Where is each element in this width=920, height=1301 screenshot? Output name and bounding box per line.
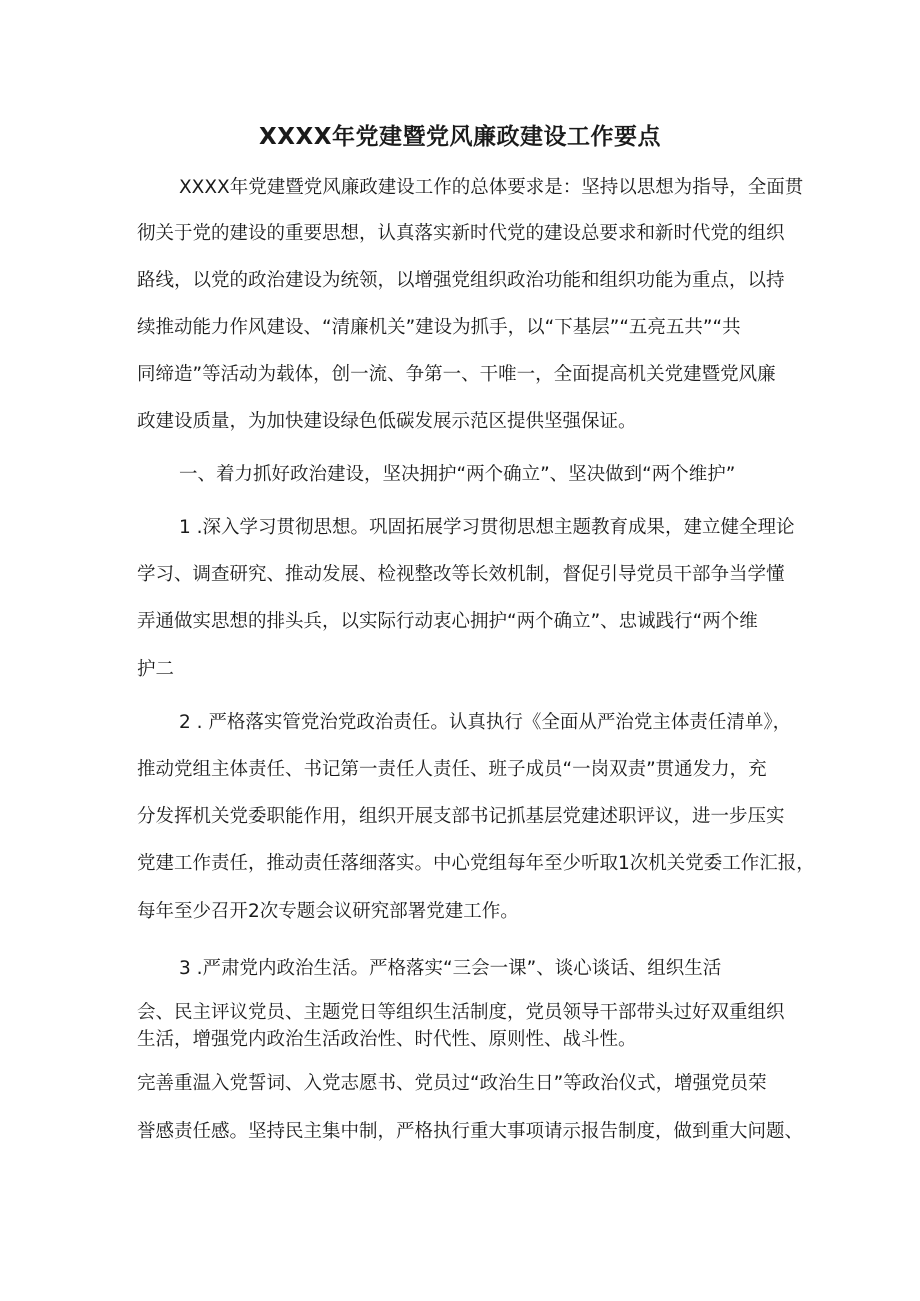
item-2-line: 每年至少召开2次专题会议研究部署党建工作。 xyxy=(137,901,519,922)
body-line: 誉感责任感。坚持民主集中制，严格执行重大事项请示报告制度，做到重大问题、 xyxy=(137,1121,804,1142)
item-2-line: 2 . 严格落实管党治党政治责任。认真执行《全面从严治党主体责任清单》， xyxy=(179,712,792,733)
body-line: 完善重温入党誓词、入党志愿书、党员过“政治生日”等政治仪式，增强党员荣 xyxy=(137,1073,767,1094)
item-3-line: 会、民主评议党员、主题党日等组织生活制度，党员领导干部带头过好双重组织 xyxy=(137,1002,785,1023)
body-line: 路线，以党的政治建设为统领，以增强党组织政治功能和组织功能为重点，以持 xyxy=(137,270,785,291)
item-1-line: 1 .深入学习贯彻思想。巩固拓展学习贯彻思想主题教育成果，建立健全理论 xyxy=(179,517,795,538)
item-1-line: 护二 xyxy=(137,659,175,680)
section-heading: 一、着力抓好政治建设，坚决拥护“两个确立”、坚决做到“两个维护” xyxy=(179,464,736,485)
item-2-line: 推动党组主体责任、书记第一责任人责任、班子成员“一岗双责”贯通发力，充 xyxy=(137,759,767,780)
item-2-line: 党建工作责任，推动责任落细落实。中心党组每年至少听取1次机关党委工作汇报， xyxy=(137,853,815,874)
body-line: 彻关于党的建设的重要思想，认真落实新时代党的建设总要求和新时代党的组织 xyxy=(137,223,785,244)
item-3-line: 3 .严肃党内政治生活。严格落实“三会一课”、谈心谈话、组织生活 xyxy=(179,958,722,979)
body-line: 同缔造”等活动为载体，创一流、争第一、干唯一，全面提高机关党建暨党风廉 xyxy=(137,364,776,385)
item-1-line: 学习、调查研究、推动发展、检视整改等长效机制，督促引导党员干部争当学懂 xyxy=(137,564,785,585)
body-line: 政建设质量，为加快建设绿色低碳发展示范区提供坚强保证。 xyxy=(137,411,637,432)
body-line: XXXX年党建暨党风廉政建设工作的总体要求是：坚持以思想为指导，全面贯 xyxy=(179,177,804,198)
item-2-line: 分发挥机关党委职能作用，组织开展支部书记抓基层党建述职评议，进一步压实 xyxy=(137,806,785,827)
page-title: XXXX年党建暨党风廉政建设工作要点 xyxy=(259,124,661,150)
body-line: 续推动能力作风建设、“清廉机关”建设为抓手，以“下基层”“五亮五共”“共 xyxy=(137,317,741,338)
item-1-line: 弄通做实思想的排头兵，以实际行动衷心拥护“两个确立”、忠诚践行“两个维 xyxy=(137,611,758,632)
item-3-line: 生活，增强党内政治生活政治性、时代性、原则性、战斗性。 xyxy=(137,1029,637,1050)
